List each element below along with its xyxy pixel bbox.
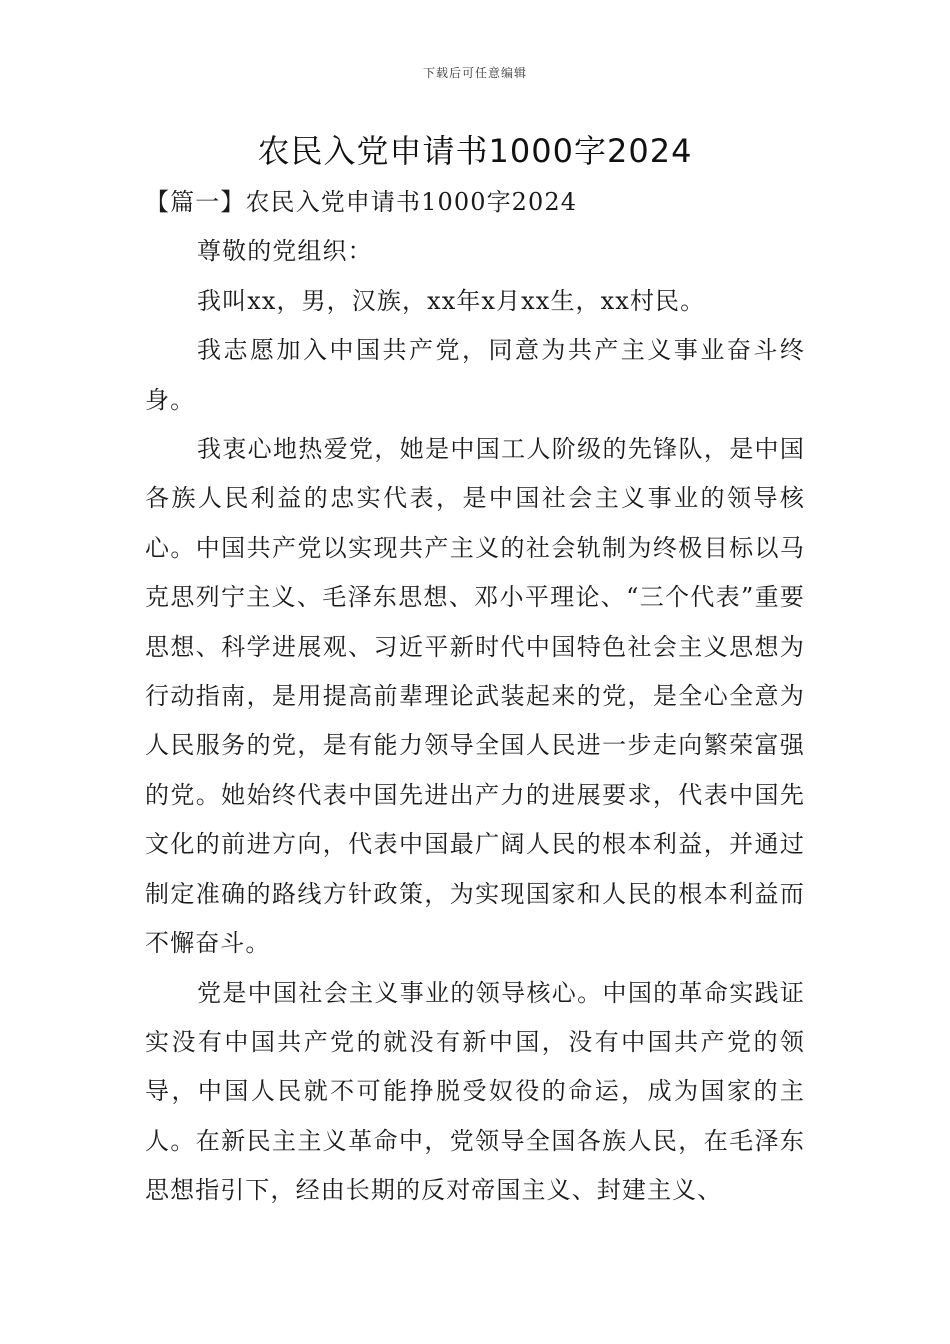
document-title: 农民入党申请书1000字2024 <box>257 132 693 170</box>
salutation: 尊敬的党组织： <box>197 237 373 266</box>
paragraph-intro: 我叫xx，男，汉族，xx年x月xx生，xx村民。 <box>197 286 706 315</box>
section-heading: 【篇一】农民入党申请书1000字2024 <box>145 188 578 216</box>
header-note: 下载后可任意编辑 <box>422 66 527 80</box>
paragraph-love-party: 我衷心地热爱党，她是中国工人阶级的先锋队，是中国各族人民利益的忠实代表，是中国社会主义事业的领导核心。中国共产党以实现共产主义的社会轨制为终极目标以马克思列宁主义、毛泽东思想、邓小平理论、“三个代表”重要思想、科学进展观、习近平新时代中国特色社会主义思想为行动指南，是用提高前辈理论武装起来的党，是全心全意为人民服务的党，是有能力领导全国人民进一步走向繁荣富强的党。她始终代表中国先进出产力的进展要求，代表中国先文化的前进方向，代表中国最广阔人民的根本利益，并通过制定准确的路线方针政策，为实现国家和人民的根本利益而不懈奋斗。 <box>145 435 805 958</box>
paragraph-pledge: 我志愿加入中国共产党，同意为共产主义事业奋斗终身。 <box>145 336 805 414</box>
document-body <box>145 178 805 1216</box>
paragraph-leadership-core: 党是中国社会主义事业的领导核心。中国的革命实践证实没有中国共产党的就没有新中国，没有中国共产党的领导，中国人民就不可能挣脱受奴役的命运，成为国家的主人。在新民主主义革命中，党领导全国各族人民，在毛泽东思想指引下，经由长期的反对帝国主义、封建主义、 <box>145 978 805 1205</box>
